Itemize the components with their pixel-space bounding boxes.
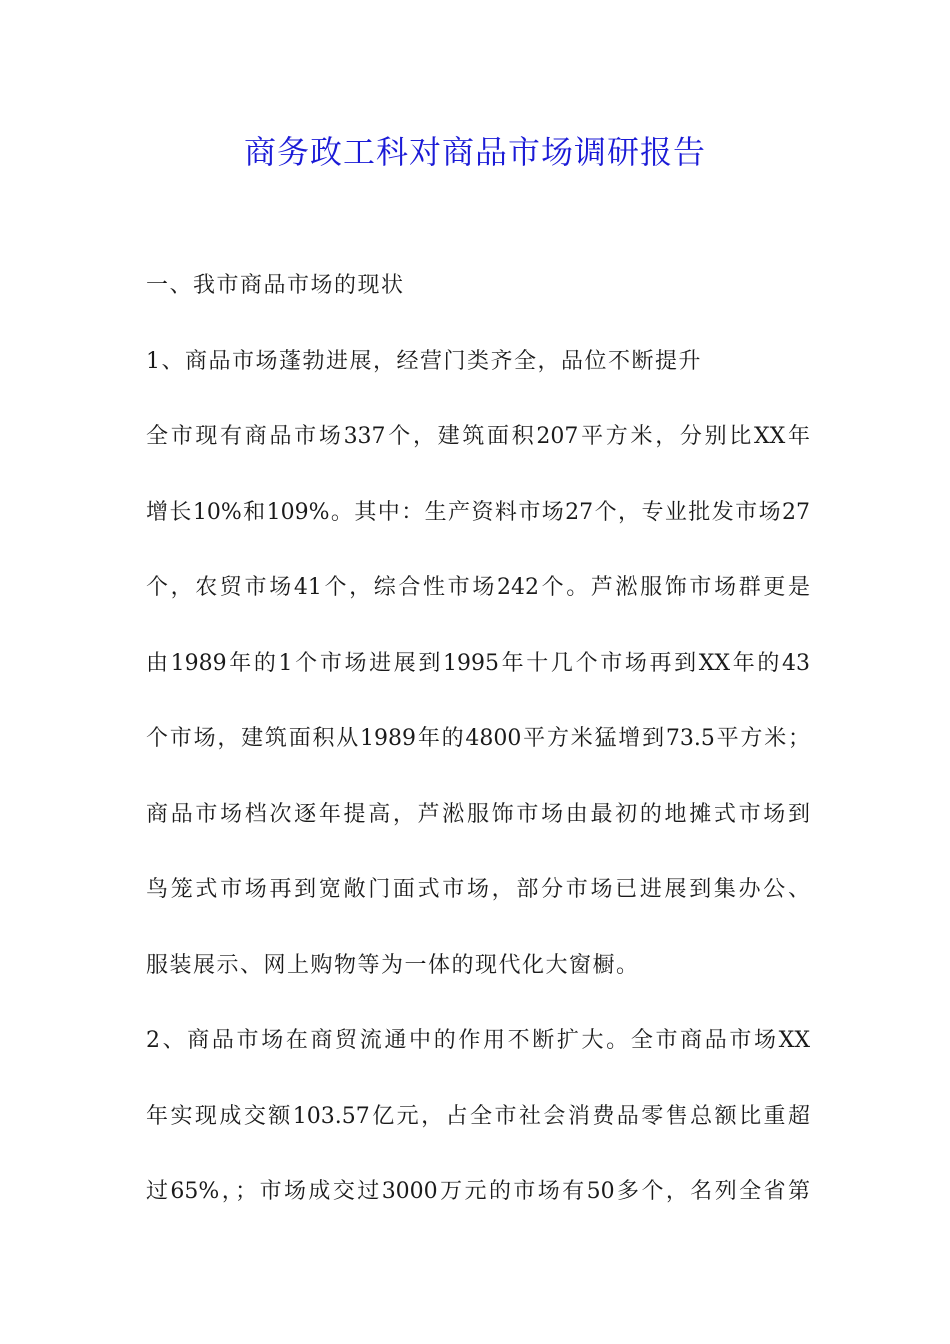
paragraph-line: 服装展示、网上购物等为一体的现代化大窗橱。	[146, 952, 640, 978]
paragraph-line: 鸟笼式市场再到宽敞门面式市场，部分市场已进展到集办公、	[146, 877, 810, 902]
paragraph-line: 增长10%和109%。其中：生产资料市场27个，专业批发市场27	[146, 499, 810, 525]
section-heading-1: 一、我市商品市场的现状	[146, 273, 405, 298]
document-body	[146, 268, 810, 1250]
page-title: 商务政工科对商品市场调研报告	[243, 133, 706, 171]
paragraph-line: 由1989年的1个市场进展到1995年十几个市场再到XX年的43	[146, 650, 810, 676]
paragraph-line: 全市现有商品市场337个，建筑面积207平方米，分别比XX年	[146, 424, 810, 449]
paragraph-line: 过65%，；市场成交过3000万元的市场有50多个，名列全省第	[146, 1179, 810, 1204]
subheading-1: 1、商品市场蓬勃进展，经营门类齐全，品位不断提升	[146, 348, 702, 374]
paragraph-line: 商品市场档次逐年提高，芦淞服饰市场由最初的地摊式市场到	[146, 801, 810, 827]
subheading-2: 2、商品市场在商贸流通中的作用不断扩大。全市商品市场XX	[146, 1028, 810, 1053]
paragraph-line: 个，农贸市场41个，综合性市场242个。芦淞服饰市场群更是	[146, 575, 810, 600]
paragraph-line: 个市场，建筑面积从1989年的4800平方米猛增到73.5平方米；	[146, 726, 810, 751]
paragraph-line: 年实现成交额103.57亿元，占全市社会消费品零售总额比重超	[146, 1103, 810, 1129]
